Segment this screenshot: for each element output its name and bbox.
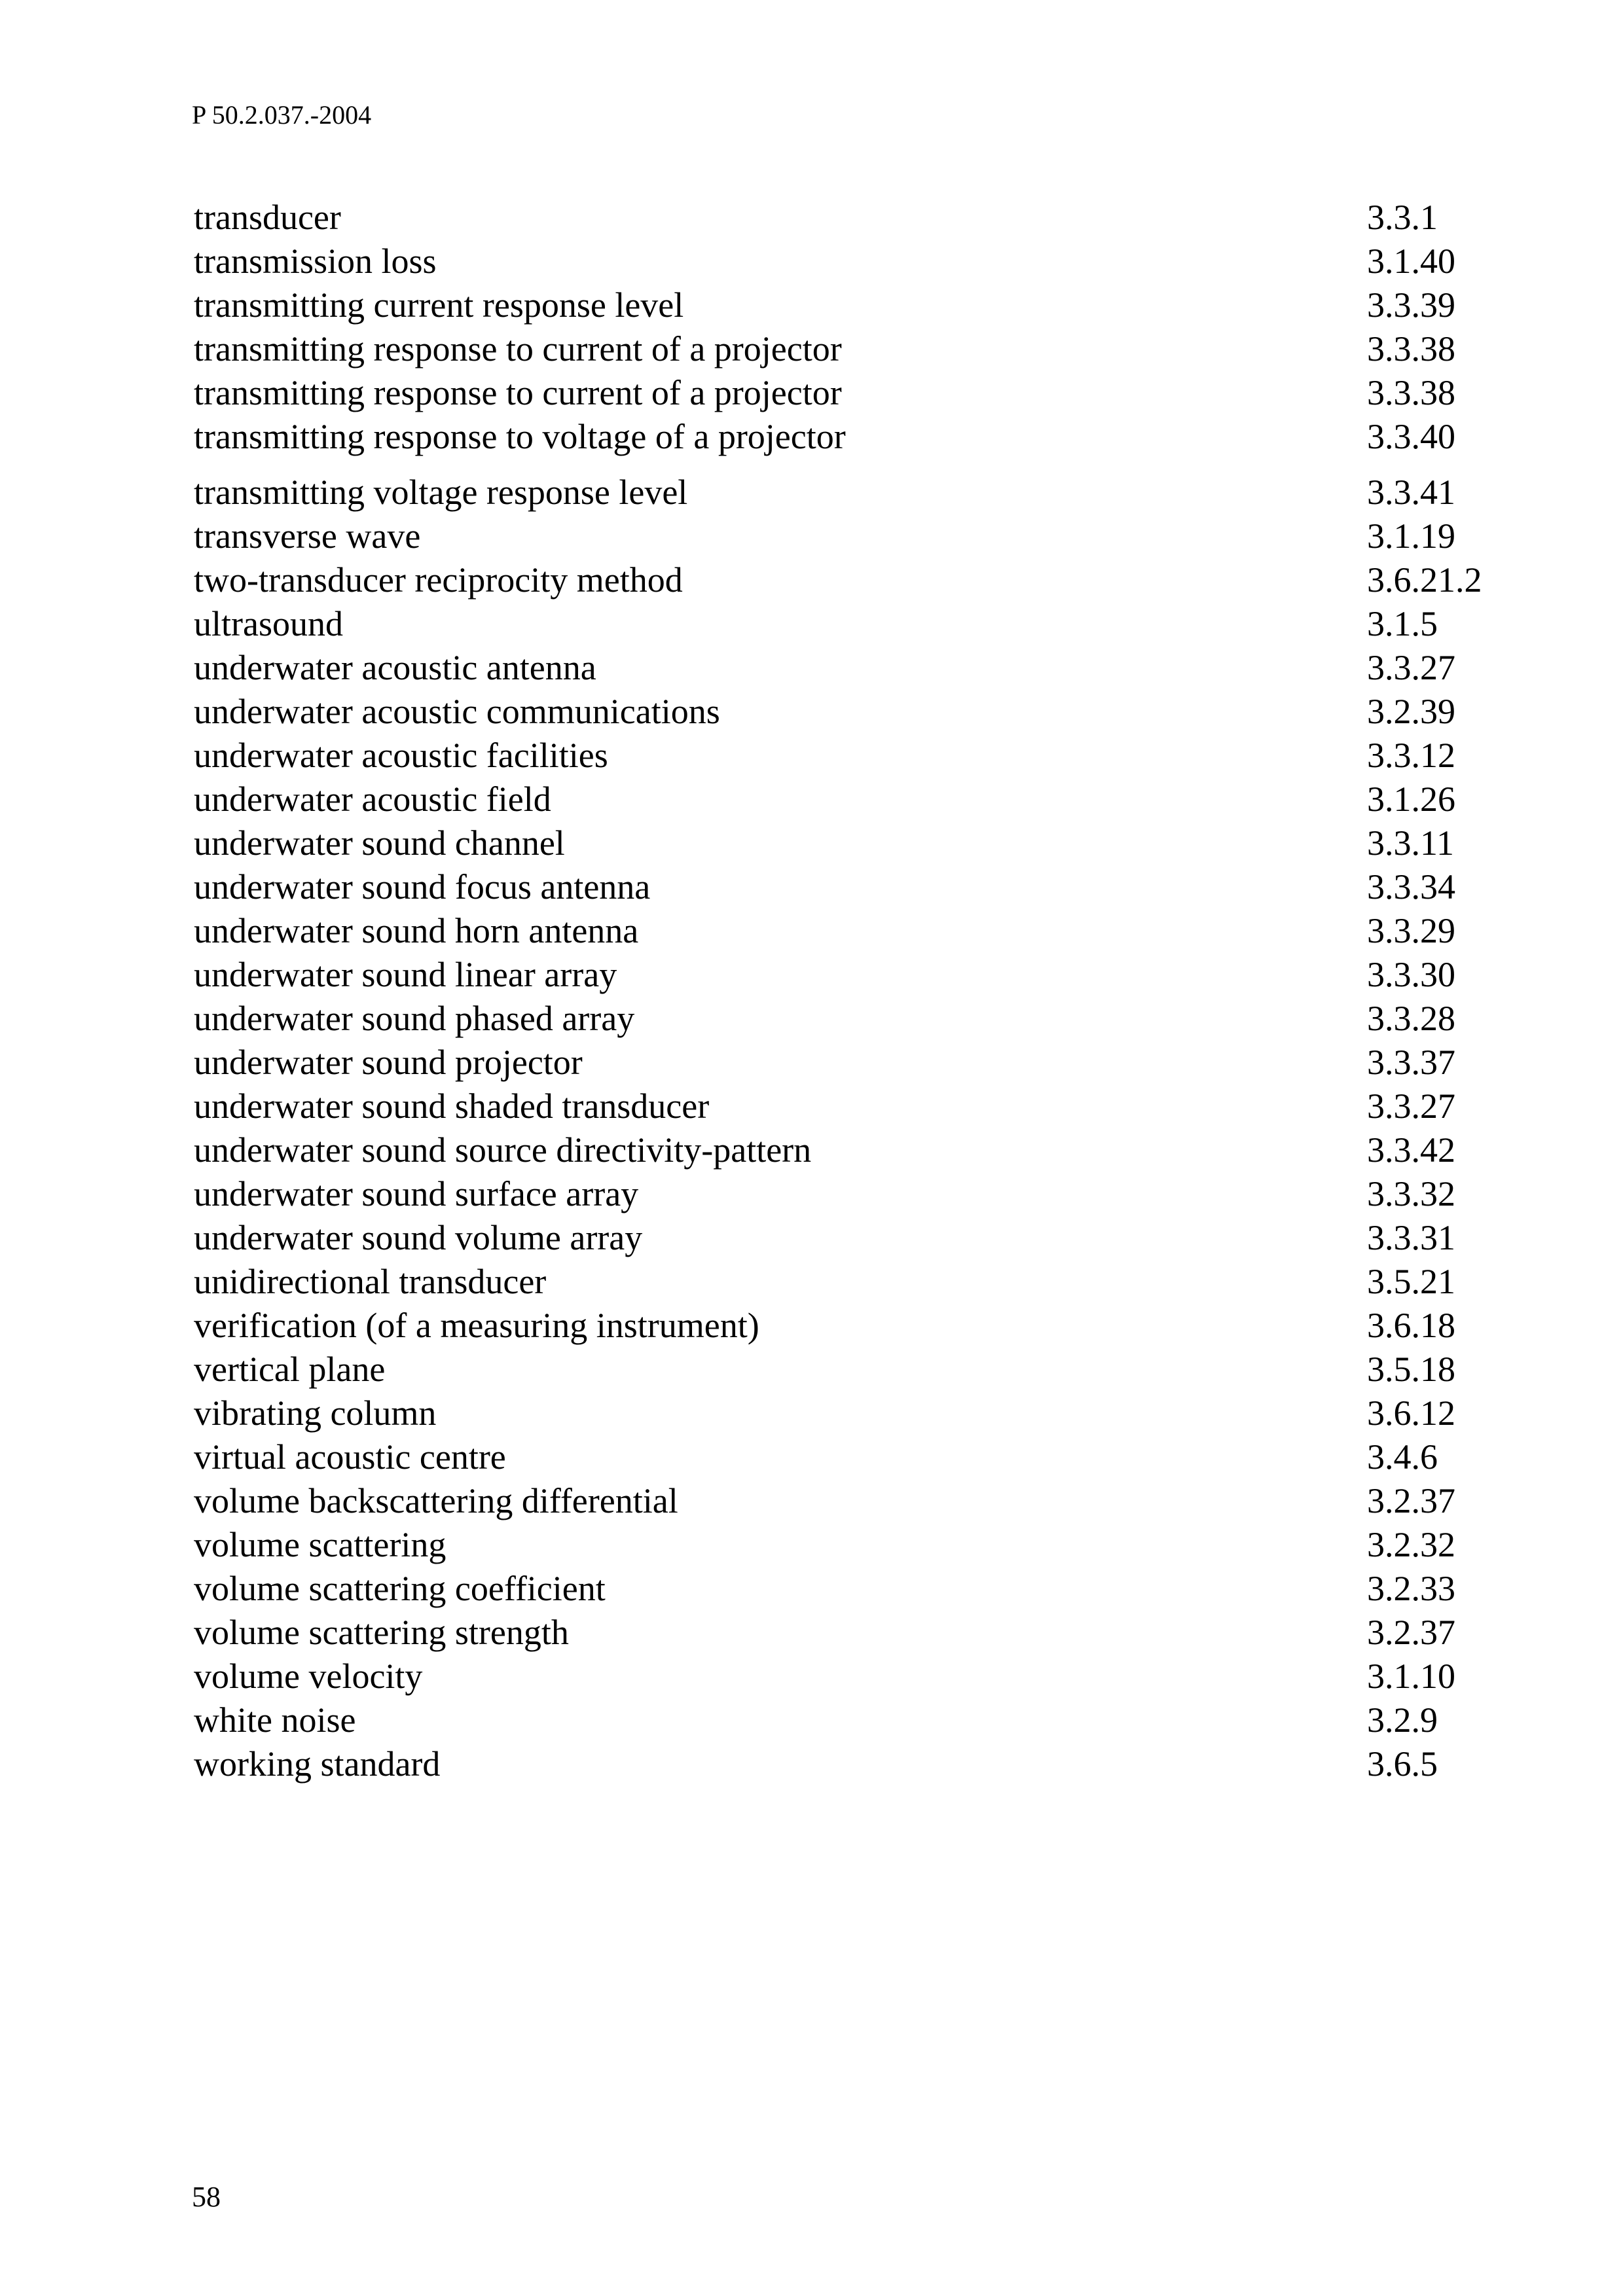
index-entry	[0, 470, 1623, 514]
index-entry	[0, 1654, 1623, 1698]
clause-reference: 3.3.38	[1367, 373, 1455, 412]
clause-reference: 3.2.9	[1367, 1700, 1438, 1740]
index-entry	[0, 1742, 1623, 1786]
index-entry	[0, 370, 1623, 415]
clause-reference: 3.1.10	[1367, 1657, 1455, 1696]
index-entry	[0, 733, 1623, 778]
clause-reference: 3.3.42	[1367, 1130, 1455, 1170]
index-term: transmitting response to voltage of a projector	[194, 417, 846, 456]
clause-reference: 3.3.38	[1367, 329, 1455, 368]
index-entry	[0, 239, 1623, 283]
clause-reference: 3.3.41	[1367, 473, 1455, 512]
clause-reference: 3.2.37	[1367, 1613, 1455, 1652]
clause-reference: 3.3.31	[1367, 1218, 1455, 1257]
index-entry	[0, 645, 1623, 690]
index-entry	[0, 689, 1623, 734]
index-term: volume scattering	[194, 1525, 447, 1564]
clause-reference: 3.1.26	[1367, 780, 1455, 819]
index-term: white noise	[194, 1700, 356, 1740]
clause-reference: 3.3.27	[1367, 648, 1455, 687]
clause-reference: 3.6.12	[1367, 1393, 1455, 1433]
clause-reference: 3.6.18	[1367, 1306, 1455, 1345]
clause-reference: 3.3.27	[1367, 1086, 1455, 1126]
clause-reference: 3.2.37	[1367, 1481, 1455, 1520]
index-term: underwater acoustic facilities	[194, 736, 608, 775]
clause-reference: 3.2.33	[1367, 1569, 1455, 1608]
index-entry	[0, 1215, 1623, 1260]
index-term: vertical plane	[194, 1350, 386, 1389]
clause-reference: 3.1.40	[1367, 242, 1455, 281]
index-term: underwater sound shaded transducer	[194, 1086, 710, 1126]
document-code: P 50.2.037.-2004	[192, 100, 372, 130]
index-term: volume scattering strength	[194, 1613, 569, 1652]
clause-reference: 3.3.28	[1367, 999, 1455, 1038]
index-term: transducer	[194, 198, 341, 237]
index-entry	[0, 865, 1623, 909]
index-entry	[0, 1172, 1623, 1216]
index-term: underwater sound projector	[194, 1043, 583, 1082]
index-term: underwater sound focus antenna	[194, 867, 651, 906]
index-entry	[0, 1040, 1623, 1085]
clause-reference: 3.5.21	[1367, 1262, 1455, 1301]
index-entry	[0, 821, 1623, 865]
index-entry	[0, 195, 1623, 240]
clause-reference: 3.3.40	[1367, 417, 1455, 456]
index-entry	[0, 1698, 1623, 1742]
index-entry	[0, 952, 1623, 997]
index-term: transmitting current response level	[194, 285, 684, 325]
index-entry	[0, 601, 1623, 646]
clause-reference: 3.3.1	[1367, 198, 1438, 237]
index-entry	[0, 1084, 1623, 1128]
index-term: underwater acoustic antenna	[194, 648, 596, 687]
index-term: underwater acoustic communications	[194, 692, 720, 731]
index-term: underwater sound linear array	[194, 955, 617, 994]
index-entry	[0, 414, 1623, 459]
index-entry	[0, 996, 1623, 1041]
index-term: volume backscattering differential	[194, 1481, 678, 1520]
page-number: 58	[192, 2181, 221, 2213]
index-term: vibrating column	[194, 1393, 437, 1433]
index-term: underwater sound horn antenna	[194, 911, 639, 950]
index-term: verification (of a measuring instrument)	[194, 1306, 759, 1345]
index-entry	[0, 908, 1623, 953]
index-entry	[0, 1522, 1623, 1567]
index-entry	[0, 777, 1623, 821]
index-term: ultrasound	[194, 604, 343, 643]
index-entry	[0, 1610, 1623, 1655]
index-term: volume velocity	[194, 1657, 423, 1696]
clause-reference: 3.4.6	[1367, 1437, 1438, 1477]
clause-reference: 3.2.39	[1367, 692, 1455, 731]
index-entry	[0, 283, 1623, 327]
index-term: underwater sound volume array	[194, 1218, 643, 1257]
clause-reference: 3.2.32	[1367, 1525, 1455, 1564]
index-term: transmitting response to current of a projector	[194, 329, 842, 368]
clause-reference: 3.5.18	[1367, 1350, 1455, 1389]
clause-reference: 3.3.12	[1367, 736, 1455, 775]
index-term: virtual acoustic centre	[194, 1437, 506, 1477]
index-term: working standard	[194, 1744, 441, 1784]
clause-reference: 3.3.34	[1367, 867, 1455, 906]
clause-reference: 3.6.21.2	[1367, 560, 1482, 600]
clause-reference: 3.3.37	[1367, 1043, 1455, 1082]
clause-reference: 3.3.32	[1367, 1174, 1455, 1213]
index-term: transmitting voltage response level	[194, 473, 688, 512]
index-entry	[0, 1128, 1623, 1172]
clause-reference: 3.3.29	[1367, 911, 1455, 950]
index-term: transmitting response to current of a projector	[194, 373, 842, 412]
index-entry	[0, 1566, 1623, 1611]
index-entry	[0, 1391, 1623, 1435]
clause-reference: 3.3.39	[1367, 285, 1455, 325]
index-term: unidirectional transducer	[194, 1262, 547, 1301]
index-term: underwater sound phased array	[194, 999, 635, 1038]
index-entry	[0, 1479, 1623, 1523]
index-entry	[0, 1259, 1623, 1304]
index-term: underwater acoustic field	[194, 780, 551, 819]
index-term: two-transducer reciprocity method	[194, 560, 683, 600]
index-entry	[0, 558, 1623, 602]
index-entry	[0, 1435, 1623, 1479]
index-term: transverse wave	[194, 516, 421, 556]
index-entry	[0, 327, 1623, 371]
clause-reference: 3.6.5	[1367, 1744, 1438, 1784]
clause-reference: 3.3.30	[1367, 955, 1455, 994]
index-term: underwater sound channel	[194, 823, 565, 863]
clause-reference: 3.3.11	[1367, 823, 1454, 863]
index-term: transmission loss	[194, 242, 437, 281]
index-entry	[0, 1303, 1623, 1348]
index-term: underwater sound source directivity-pattern	[194, 1130, 812, 1170]
clause-reference: 3.1.5	[1367, 604, 1438, 643]
index-term: volume scattering coefficient	[194, 1569, 606, 1608]
clause-reference: 3.1.19	[1367, 516, 1455, 556]
index-entry	[0, 514, 1623, 558]
index-term: underwater sound surface array	[194, 1174, 639, 1213]
index-entry	[0, 1347, 1623, 1391]
